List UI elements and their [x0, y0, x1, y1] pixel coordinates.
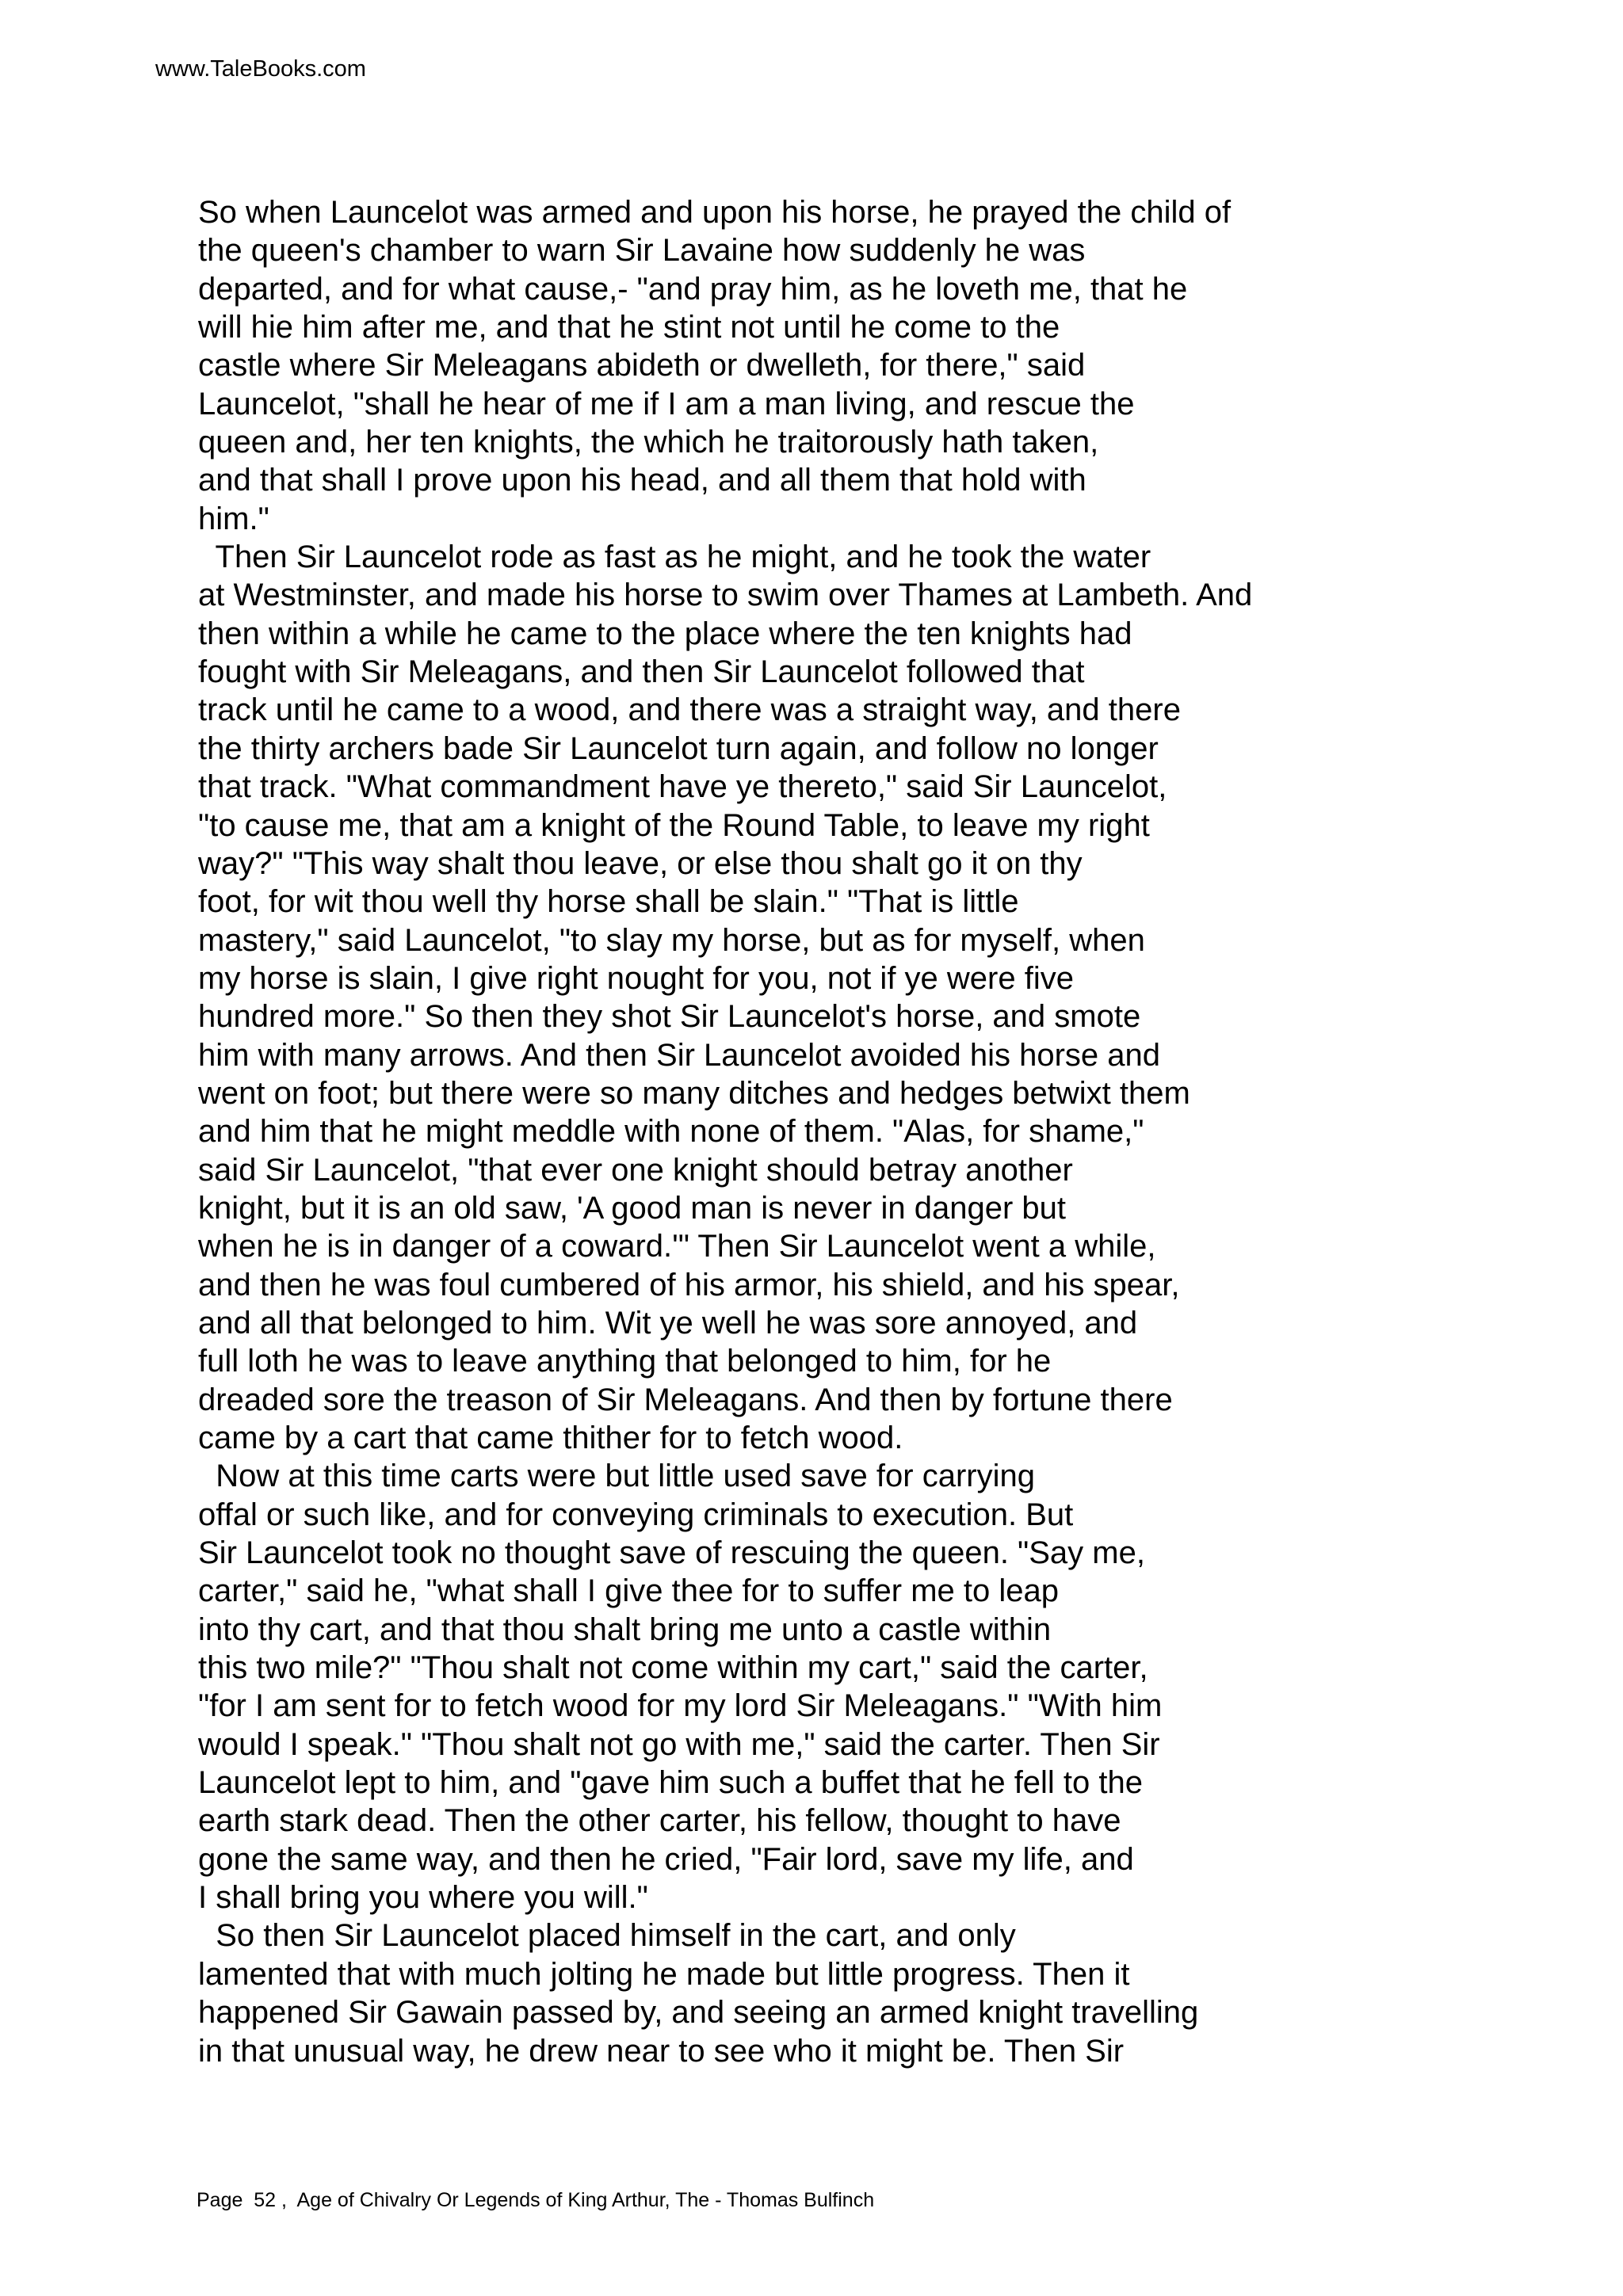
text-line: I shall bring you where you will." — [198, 1880, 648, 1916]
page-footer: Page 52 , Age of Chivalry Or Legends of King Arthur, The - Thomas Bulfinch — [197, 2189, 875, 2211]
text-line: and all that belonged to him. Wit ye well he was sore annoyed, and — [198, 1305, 1138, 1341]
text-line: happened Sir Gawain passed by, and seeing an armed knight travelling — [198, 1995, 1199, 2031]
text-line: went on foot; but there were so many ditches and hedges betwixt them — [198, 1075, 1190, 1111]
text-line: said Sir Launcelot, "that ever one knight should betray another — [198, 1152, 1073, 1188]
text-line: Launcelot lept to him, and "gave him such a buffet that he fell to the — [198, 1765, 1144, 1801]
text-line: dreaded sore the treason of Sir Meleagans. And then by fortune there — [198, 1382, 1173, 1417]
text-line: when he is in danger of a coward.'" Then Sir Launcelot went a while, — [198, 1229, 1156, 1264]
text-line: knight, but it is an old saw, 'A good man is never in danger but — [198, 1190, 1066, 1226]
text-line: So when Launcelot was armed and upon his horse, he prayed the child of — [198, 195, 1232, 230]
text-line: "to cause me, that am a knight of the Round Table, to leave my right — [198, 807, 1150, 843]
text-line: "for I am sent for to fetch wood for my lord Sir Meleagans." "With him — [198, 1688, 1163, 1724]
text-line: Sir Launcelot took no thought save of rescuing the queen. "Say me, — [198, 1535, 1145, 1571]
text-line: offal or such like, and for conveying criminals to execution. But — [198, 1497, 1074, 1532]
text-line: Now at this time carts were but little used save for carrying — [198, 1459, 1035, 1494]
text-line: earth stark dead. Then the other carter, his fellow, thought to have — [198, 1803, 1121, 1839]
text-line: gone the same way, and then he cried, "Fair lord, save my life, and — [198, 1841, 1134, 1877]
text-line: castle where Sir Meleagans abideth or dwelleth, for there," said — [198, 348, 1086, 383]
text-line: queen and, her ten knights, the which he traitorously hath taken, — [198, 425, 1099, 460]
text-line: the thirty archers bade Sir Launcelot turn again, and follow no longer — [198, 730, 1159, 766]
text-line: lamented that with much jolting he made but little progress. Then it — [198, 1956, 1130, 1992]
text-line: departed, and for what cause,- "and pray him, as he loveth me, that he — [198, 271, 1188, 307]
text-line: then within a while he came to the place where the ten knights had — [198, 616, 1132, 651]
text-line: him with many arrows. And then Sir Launcelot avoided his horse and — [198, 1037, 1161, 1073]
text-line: Then Sir Launcelot rode as fast as he might, and he took the water — [198, 540, 1151, 575]
text-line: my horse is slain, I give right nought for you, not if ye were five — [198, 960, 1074, 996]
text-line: and then he was foul cumbered of his armor, his shield, and his spear, — [198, 1267, 1180, 1302]
text-line: Launcelot, "shall he hear of me if I am a man living, and rescue the — [198, 386, 1135, 421]
text-line: and him that he might meddle with none of them. "Alas, for shame," — [198, 1114, 1144, 1150]
text-line: way?" "This way shalt thou leave, or else thou shalt go it on thy — [198, 845, 1083, 881]
text-line: the queen's chamber to warn Sir Lavaine how suddenly he was — [198, 233, 1086, 269]
text-line: that track. "What commandment have ye thereto," said Sir Launcelot, — [198, 769, 1167, 805]
site-header: www.TaleBooks.com — [155, 56, 366, 82]
text-line: into thy cart, and that thou shalt bring me unto a castle within — [198, 1611, 1052, 1647]
text-line: would I speak." "Thou shalt not go with me," said the carter. Then Sir — [198, 1726, 1160, 1762]
text-line: this two mile?" "Thou shalt not come within my cart," said the carter, — [198, 1650, 1148, 1686]
text-line: came by a cart that came thither for to fetch wood. — [198, 1421, 903, 1455]
text-line: So then Sir Launcelot placed himself in the cart, and only — [198, 1918, 1016, 1954]
text-line: carter," said he, "what shall I give thee for to suffer me to leap — [198, 1573, 1060, 1609]
body-text — [198, 193, 1561, 2070]
text-line: at Westminster, and made his horse to swim over Thames at Lambeth. And — [198, 578, 1253, 613]
text-line: foot, for wit thou well thy horse shall be slain." "That is little — [198, 884, 1019, 920]
text-line: track until he came to a wood, and there was a straight way, and there — [198, 692, 1181, 728]
text-line: fought with Sir Meleagans, and then Sir Launcelot followed that — [198, 654, 1085, 690]
text-line: and that shall I prove upon his head, and all them that hold with — [198, 463, 1086, 498]
text-line: in that unusual way, he drew near to see who it might be. Then Sir — [198, 2033, 1125, 2069]
text-line: him." — [198, 501, 269, 536]
text-line: will hie him after me, and that he stint not until he come to the — [198, 310, 1060, 345]
text-line: hundred more." So then they shot Sir Launcelot's horse, and smote — [198, 999, 1141, 1035]
text-line: mastery," said Launcelot, "to slay my horse, but as for myself, when — [198, 922, 1145, 958]
text-line: full loth he was to leave anything that belonged to him, for he — [198, 1344, 1052, 1379]
